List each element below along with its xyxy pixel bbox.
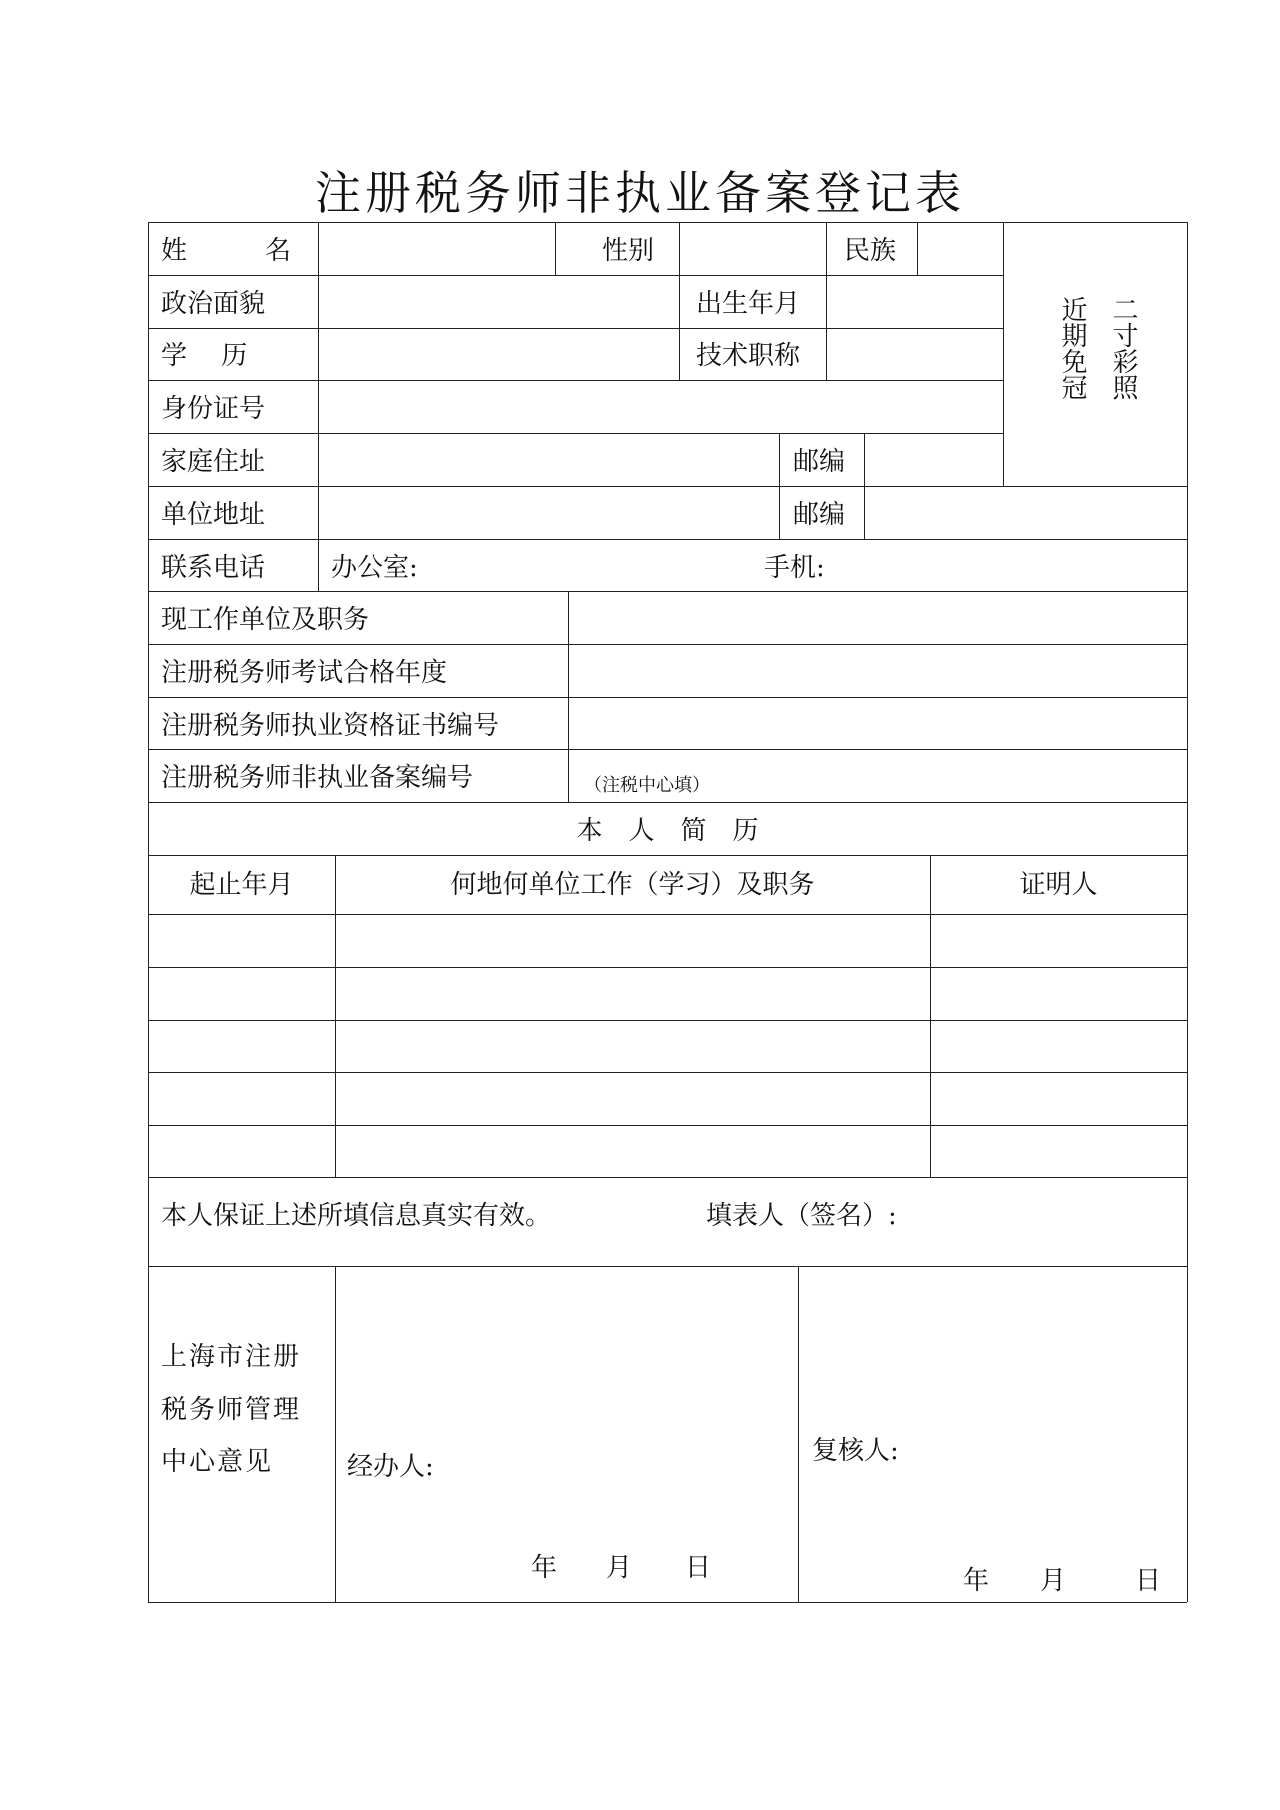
label-id-number: 身份证号 — [161, 394, 266, 424]
label-record-number: 注册税务师非执业备案编号 — [161, 763, 474, 793]
political-status-field[interactable] — [320, 277, 678, 327]
reviewer-label: 复核人: — [812, 1436, 899, 1466]
label-exam-year: 注册税务师考试合格年度 — [161, 658, 448, 688]
handler-signature-field[interactable] — [440, 1440, 790, 1490]
table-border-right — [1187, 222, 1188, 1602]
resume-period-field[interactable] — [150, 1127, 334, 1176]
work-postcode-field[interactable] — [866, 488, 1186, 538]
row-divider — [148, 275, 1003, 276]
row-divider — [148, 1020, 1187, 1021]
photo-note-col1: 近期免冠 — [1057, 296, 1087, 400]
row-divider — [148, 1266, 1187, 1267]
label-phone: 联系电话 — [161, 553, 266, 583]
home-address-field[interactable] — [320, 435, 778, 485]
center-label-line2: 税务师管理 — [161, 1395, 302, 1425]
row-divider — [148, 486, 1187, 487]
row-divider — [148, 591, 1187, 592]
col-divider — [568, 591, 569, 802]
resume-witness-field[interactable] — [932, 916, 1186, 966]
row-divider — [148, 967, 1187, 968]
row-divider — [148, 802, 1187, 803]
handler-label: 经办人: — [347, 1452, 434, 1482]
col-divider — [826, 222, 827, 380]
resume-witness-field[interactable] — [932, 1022, 1186, 1071]
resume-employer-field[interactable] — [337, 916, 929, 966]
col-divider — [917, 222, 918, 275]
handler-date-month: 月 — [606, 1553, 633, 1583]
gender-field[interactable] — [681, 224, 825, 274]
label-political-status: 政治面貌 — [161, 289, 266, 319]
col-divider — [864, 433, 865, 539]
row-divider — [148, 433, 1003, 434]
row-divider — [148, 539, 1187, 540]
label-current-employer: 现工作单位及职务 — [161, 605, 370, 635]
exam-year-field[interactable] — [570, 646, 1186, 696]
photo-note-col2: 二寸彩照 — [1108, 296, 1138, 400]
center-label-line3: 中心意见 — [161, 1447, 274, 1477]
label-home-postcode: 邮编 — [793, 447, 846, 477]
label-title-rank: 技术职称 — [696, 341, 801, 371]
label-home-address: 家庭住址 — [161, 447, 266, 477]
resume-period-field[interactable] — [150, 1074, 334, 1124]
resume-period-field[interactable] — [150, 969, 334, 1019]
resume-period-field[interactable] — [150, 1022, 334, 1071]
row-divider — [148, 1072, 1187, 1073]
table-border-top — [148, 222, 1187, 223]
office-phone-field[interactable] — [430, 541, 750, 590]
label-office-phone: 办公室: — [331, 553, 418, 583]
resume-col-employer: 何地何单位工作（学习）及职务 — [450, 870, 815, 900]
col-divider — [779, 433, 780, 539]
row-divider — [148, 1177, 1187, 1178]
handler-date-year: 年 — [531, 1553, 558, 1583]
resume-witness-field[interactable] — [932, 1074, 1186, 1124]
resume-col-witness: 证明人 — [1019, 870, 1098, 900]
record-number-note: （注税中心填） — [584, 775, 710, 796]
photo-border — [1003, 222, 1004, 486]
name-field[interactable] — [320, 224, 554, 274]
col-divider — [335, 855, 336, 1177]
col-divider — [679, 222, 680, 380]
resume-employer-field[interactable] — [337, 1127, 929, 1176]
table-border-bottom — [148, 1602, 1187, 1603]
resume-period-field[interactable] — [150, 916, 334, 966]
reviewer-signature-field[interactable] — [905, 1425, 1185, 1475]
row-divider — [148, 855, 1187, 856]
handler-date-day: 日 — [685, 1553, 712, 1583]
col-divider — [798, 1266, 799, 1602]
label-name: 姓 名 — [161, 236, 292, 266]
row-divider — [148, 1125, 1187, 1126]
col-divider — [335, 1266, 336, 1602]
label-mobile: 手机: — [764, 553, 825, 583]
photo-box[interactable] — [1005, 224, 1186, 485]
resume-witness-field[interactable] — [932, 1127, 1186, 1176]
center-label-line1: 上海市注册 — [161, 1342, 302, 1372]
label-gender: 性别 — [602, 236, 655, 266]
work-address-field[interactable] — [320, 488, 778, 538]
col-divider — [318, 222, 319, 591]
row-divider — [148, 644, 1187, 645]
birth-date-field[interactable] — [828, 277, 1002, 327]
label-work-postcode: 邮编 — [793, 500, 846, 530]
row-divider — [148, 380, 1003, 381]
row-divider — [148, 328, 1003, 329]
resume-col-period: 起止年月 — [189, 870, 294, 900]
resume-section-title: 本 人 简 历 — [576, 816, 759, 846]
signature-field[interactable] — [920, 1190, 1180, 1250]
id-number-field[interactable] — [320, 382, 1002, 432]
row-divider — [148, 914, 1187, 915]
education-field[interactable] — [320, 330, 678, 379]
signer-label: 填表人（签名）: — [706, 1201, 897, 1231]
resume-witness-field[interactable] — [932, 969, 1186, 1019]
col-divider — [930, 855, 931, 1177]
resume-employer-field[interactable] — [337, 1074, 929, 1124]
row-divider — [148, 697, 1187, 698]
row-divider — [148, 749, 1187, 750]
label-cert-number: 注册税务师执业资格证书编号 — [161, 711, 500, 741]
table-border-left — [148, 222, 149, 1602]
label-education: 学 历 — [161, 341, 248, 371]
home-postcode-field[interactable] — [866, 435, 1002, 485]
declaration-statement: 本人保证上述所填信息真实有效。 — [161, 1201, 552, 1231]
reviewer-date-day: 日 — [1135, 1566, 1162, 1596]
title-rank-field[interactable] — [828, 330, 1002, 379]
cert-number-field[interactable] — [570, 699, 1186, 748]
mobile-field[interactable] — [836, 541, 1186, 590]
form-title: 注册税务师非执业备案登记表 — [315, 166, 965, 220]
current-employer-field[interactable] — [570, 593, 1186, 643]
resume-employer-field[interactable] — [337, 1022, 929, 1071]
label-ethnicity: 民族 — [844, 236, 897, 266]
resume-employer-field[interactable] — [337, 969, 929, 1019]
label-work-address: 单位地址 — [161, 500, 266, 530]
label-birth-date: 出生年月 — [696, 289, 801, 319]
reviewer-date-month: 月 — [1040, 1566, 1067, 1596]
ethnicity-field[interactable] — [919, 224, 1002, 274]
col-divider — [555, 222, 556, 275]
reviewer-date-year: 年 — [963, 1566, 990, 1596]
